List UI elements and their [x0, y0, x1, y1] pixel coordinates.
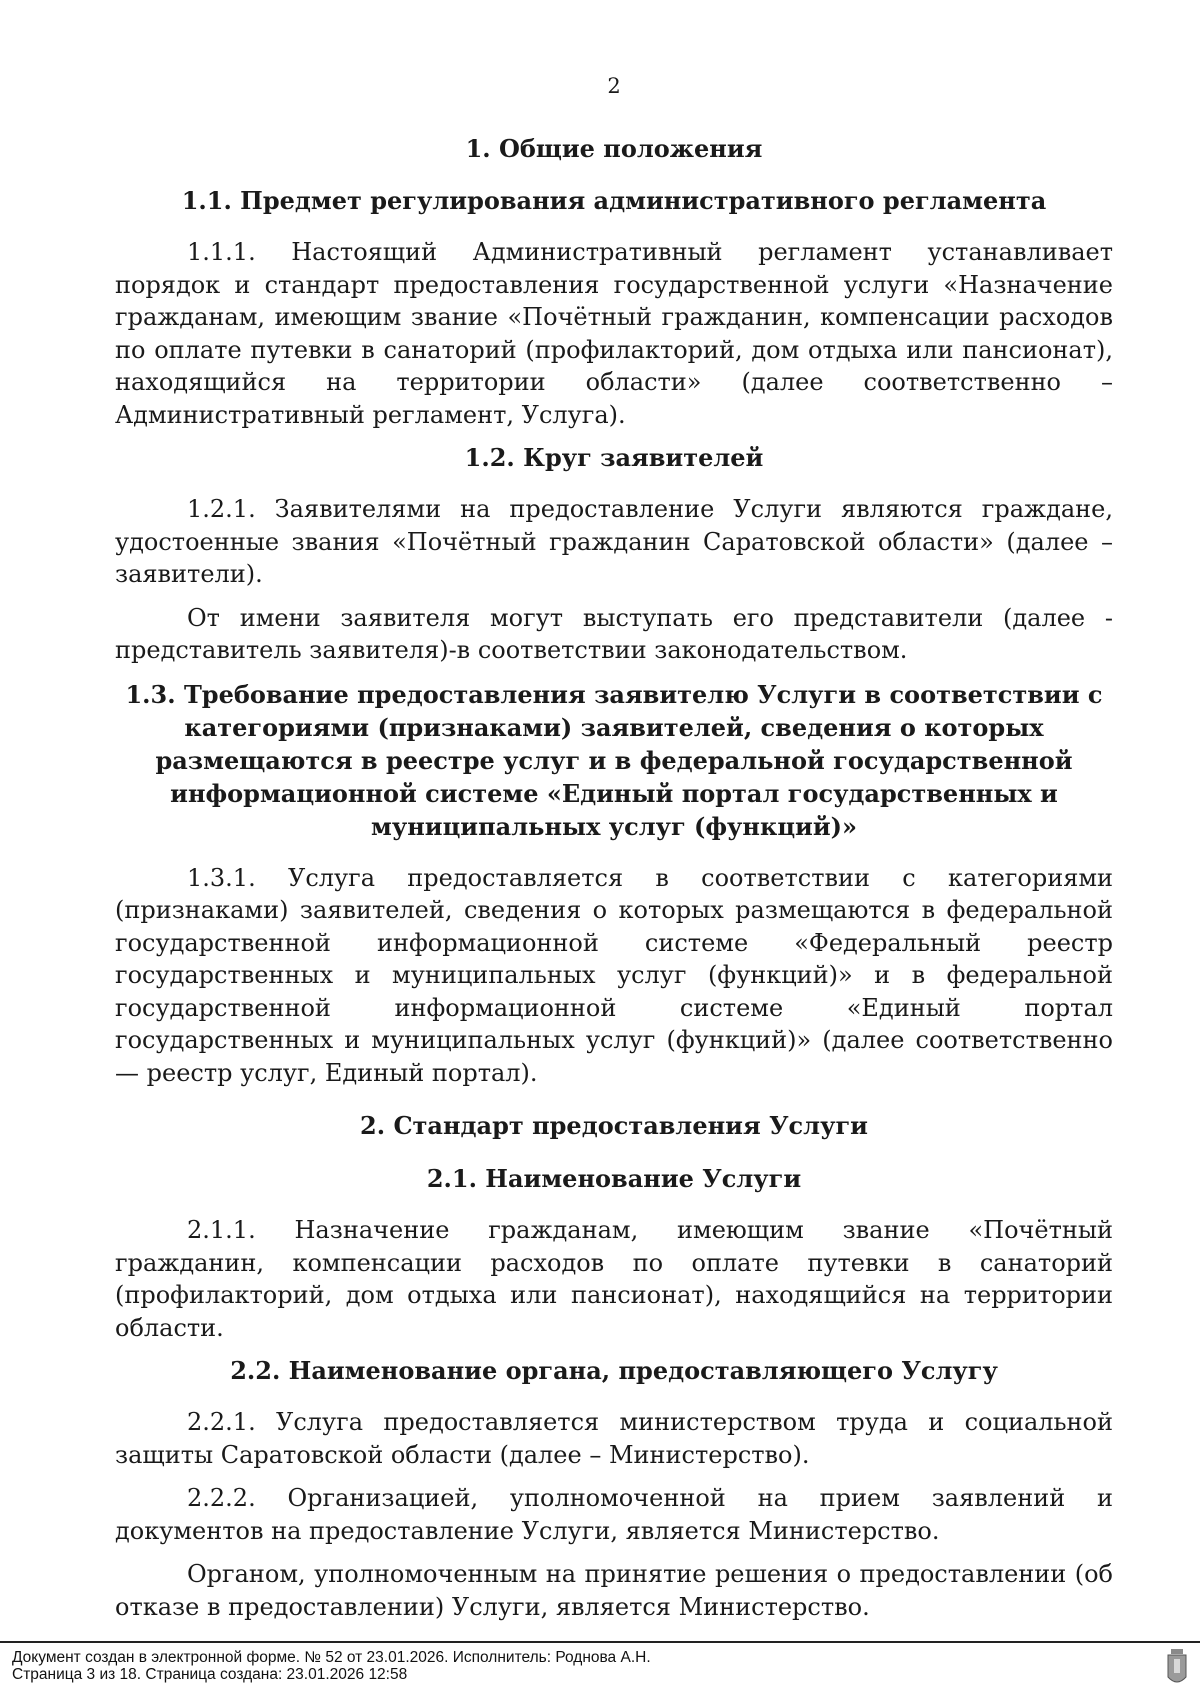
paragraph-2-1-1: 2.1.1. Назначение гражданам, имеющим звание «Почётный гражданин, компенсации расходов по оплате путевки в санаторий (профилакторий, дом отдыха или пансионат), находящийся на территории области.	[115, 1216, 1113, 1342]
paragraph-2-2-2: 2.2.2. Организацией, уполномоченной на прием заявлений и документов на предоставление Услуги, является Министерство.	[115, 1484, 1113, 1545]
section-1-1-title: 1.1. Предмет регулирования административного регламента	[181, 186, 1047, 215]
paragraph-1-2-1: 1.2.1. Заявителями на предоставление Услуги являются граждане, удостоенные звания «Почётный гражданин Саратовской области» (далее – заявители).	[115, 495, 1113, 588]
paragraph-1-2-2: От имени заявителя могут выступать его представители (далее - представитель заявителя)-в соответствии законодательством.	[115, 603, 1113, 664]
footer-text	[12, 1649, 651, 1683]
document-body	[115, 132, 1113, 1623]
section-1-2-title: 1.2. Круг заявителей	[464, 443, 764, 472]
section-1-3-title: 1.3. Требование предоставления заявителю Услуги в соответствии с категориями (признаками) заявителей, сведения о которых размещаются в реестре услуг и в федеральной государственной информационной системе «Единый портал государственных и муниципальных услуг (функций)»	[125, 679, 1103, 841]
section-1-title: 1. Общие положения	[465, 134, 763, 163]
footer-line-2: Страница 3 из 18. Страница создана: 23.01.2026 12:58	[12, 1666, 408, 1683]
page-number: 2	[607, 74, 621, 98]
paragraph-1-3-1: 1.3.1. Услуга предоставляется в соответствии с категориями (признаками) заявителей, сведения о которых размещаются в федеральной государственной информационной системе «Федеральный реестр государственных и муниципальных услуг (функций)» и в федеральной государственной информационной системе «Единый портал государственных и муниципальных услуг (функций)» (далее соответственно — реестр услуг, Единый портал).	[115, 863, 1113, 1087]
coat-of-arms-icon	[1166, 1649, 1188, 1687]
section-2-title: 2. Стандарт предоставления Услуги	[360, 1111, 868, 1140]
section-2-2-title: 2.2. Наименование органа, предоставляющего Услугу	[230, 1356, 998, 1385]
paragraph-1-1-1: 1.1.1. Настоящий Административный регламент устанавливает порядок и стандарт предоставления государственной услуги «Назначение гражданам, имеющим звание «Почётный гражданин, компенсации расходов по оплате путевки в санаторий (профилакторий, дом отдыха или пансионат), находящийся на территории области» (далее соответственно – Административный регламент, Услуга).	[115, 238, 1113, 429]
paragraph-2-2-3: Органом, уполномоченным на принятие решения о предоставлении (об отказе в предоставлении) Услуги, является Министерство.	[115, 1560, 1113, 1621]
footer-line-1: Документ создан в электронной форме. № 52 от 23.01.2026. Исполнитель: Роднова А.Н.	[12, 1649, 651, 1666]
document-footer	[0, 1641, 1200, 1700]
paragraph-2-2-1: 2.2.1. Услуга предоставляется министерством труда и социальной защиты Саратовской области (далее – Министерство).	[115, 1408, 1113, 1469]
section-2-1-title: 2.1. Наименование Услуги	[426, 1164, 802, 1193]
